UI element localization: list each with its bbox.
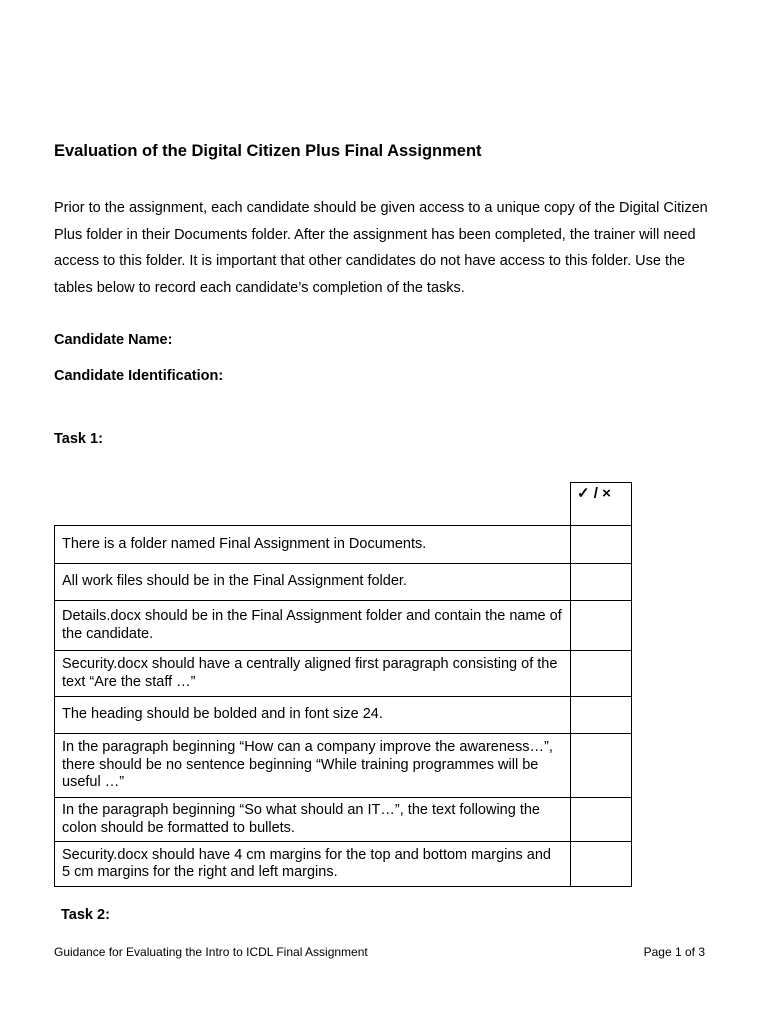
criterion-cell: In the paragraph beginning “How can a company improve the awareness…”, there should be no sentence beginning “While training programmes will be useful …” [55, 734, 571, 798]
table-row [55, 564, 632, 601]
check-cell[interactable] [571, 842, 632, 887]
candidate-name-label: Candidate Name: [54, 332, 173, 348]
criterion-cell: All work files should be in the Final Assignment folder. [55, 564, 571, 601]
table-row [55, 651, 632, 697]
table-row [55, 697, 632, 734]
table-row [55, 842, 632, 887]
candidate-id-label: Candidate Identification: [54, 368, 224, 384]
check-cell[interactable] [571, 526, 632, 564]
header-empty-cell [55, 483, 571, 526]
page-number: Page 1 of 3 [643, 945, 705, 959]
check-cell[interactable] [571, 734, 632, 798]
task1-heading: Task 1: [54, 431, 103, 447]
table-row [55, 734, 632, 798]
table-row [55, 798, 632, 842]
check-cell[interactable] [571, 651, 632, 697]
criterion-cell: In the paragraph beginning “So what should an IT…”, the text following the colon should be formatted to bullets. [55, 798, 571, 842]
check-column-header: ✓ / × [571, 483, 632, 526]
check-cell[interactable] [571, 601, 632, 651]
criterion-cell: The heading should be bolded and in font size 24. [55, 697, 571, 734]
criterion-cell: Security.docx should have a centrally aligned first paragraph consisting of the text “Are the staff …” [55, 651, 571, 697]
criterion-cell: Details.docx should be in the Final Assignment folder and contain the name of the candidate. [55, 601, 571, 651]
document-title: Evaluation of the Digital Citizen Plus Final Assignment [54, 142, 482, 160]
footer-title: Guidance for Evaluating the Intro to ICDL Final Assignment [54, 945, 368, 959]
table-row [55, 526, 632, 564]
check-cell[interactable] [571, 798, 632, 842]
criterion-cell: Security.docx should have 4 cm margins for the top and bottom margins and 5 cm margins for the right and left margins. [55, 842, 571, 887]
check-cell[interactable] [571, 564, 632, 601]
task1-evaluation-table [54, 482, 632, 887]
intro-paragraph: Prior to the assignment, each candidate should be given access to a unique copy of the Digital Citizen Plus folder in their Documents folder. After the assignment has been completed, the trainer will need access to this folder. It is important that other candidates do not have access to this folder. Use the tables below to record each candidate’s completion of the tasks. [54, 200, 708, 297]
table-header-row [55, 483, 632, 526]
task2-heading: Task 2: [61, 907, 110, 923]
table-row [55, 601, 632, 651]
check-cell[interactable] [571, 697, 632, 734]
criterion-cell: There is a folder named Final Assignment in Documents. [55, 526, 571, 564]
